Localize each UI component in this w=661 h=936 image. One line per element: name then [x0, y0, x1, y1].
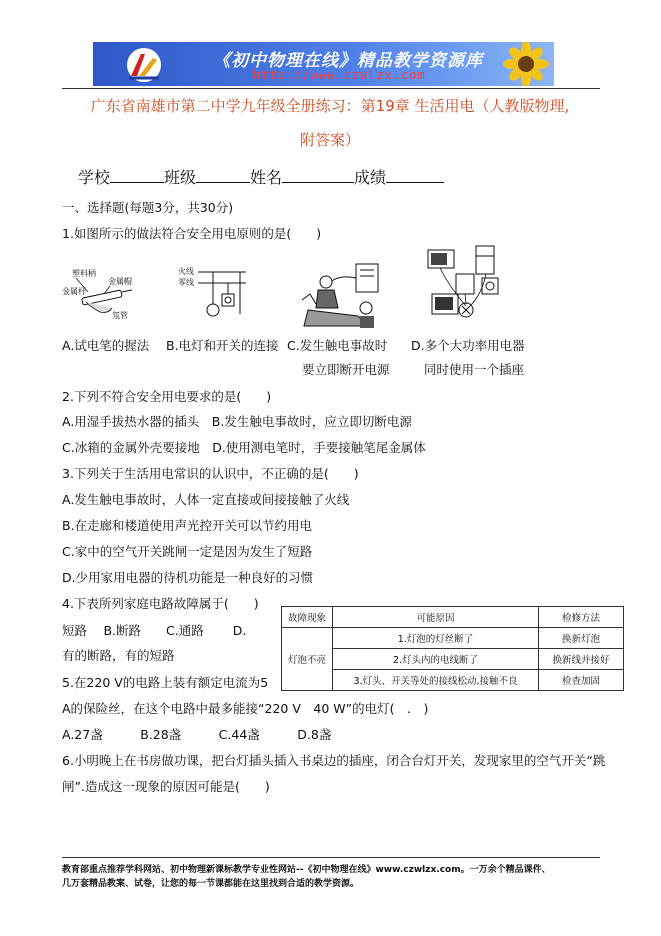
q3-option-d: D.少用家用电器的待机功能是一种良好的习惯 [62, 570, 314, 585]
q6-stem-line1: 6.小明晚上在书房做功课，把台灯插头插入书桌边的插座，闭合台灯开关，发现家里的空气开关“跳 [62, 753, 606, 768]
q1-option-c-cont: 要立即断开电源 [302, 362, 390, 377]
fig-b-label-neutral-wire: 零线 [178, 278, 194, 287]
name-label: 姓名 [250, 168, 283, 187]
electric-shock-scene-icon [298, 260, 382, 330]
fault-fix-cell: 换新线并接好 [539, 649, 624, 670]
fault-table-header: 故障现象 [282, 607, 333, 628]
q5-options: A.27盏 B.28盏 C.44盏 D.8盏 [62, 727, 332, 742]
fig-a-label-metal-rod: 金属杆 [62, 287, 86, 296]
test-pen-icon [62, 268, 142, 326]
q4-options-line2: 有的断路，有的短路 [62, 648, 175, 663]
table-row [282, 628, 624, 649]
fault-table-header: 可能原因 [333, 607, 539, 628]
score-blank[interactable] [386, 168, 444, 183]
q5-stem-line2: A的保险丝，在这个电路中最多能接“220 V 40 W”的电灯( . ) [62, 701, 429, 716]
fault-table-header-row [282, 607, 624, 628]
table-row [282, 649, 624, 670]
class-blank[interactable] [196, 168, 250, 183]
fault-fix-cell: 换新灯泡 [539, 628, 624, 649]
footer-rule [62, 857, 600, 858]
q1-option-a: A.试电笔的握法 [62, 338, 150, 353]
document-title-line2: 附答案） [299, 131, 360, 149]
fig-a-label-plastic-handle: 塑料柄 [72, 269, 96, 278]
q1-option-b: B.电灯和开关的连接 [166, 338, 279, 353]
q4-options-line1: 短路 B.断路 C.通路 D. [62, 623, 247, 638]
document-title-line1: 广东省南雄市第二中学九年级全册练习：第19章 生活用电（人教版物理, [90, 97, 570, 115]
footer-line1: 教育部重点推荐学科网站、初中物理新课标教学专业性网站--《初中物理在线》www.czwlzx.com。一万余个精品课件、 [62, 865, 551, 875]
footer-line2: 几万套精品教案、试卷，让您的每一节课都能在这里找到合适的教学资源。 [62, 879, 360, 889]
fig-a-label-metal-cap: 金属帽 [108, 277, 132, 286]
q2-options-ab: A.用湿手拔热水器的插头 B.发生触电事故时，应立即切断电源 [62, 414, 412, 429]
fig-a-test-pen [62, 268, 142, 326]
fig-a-label-neon-tube: 氖管 [112, 311, 128, 320]
fault-symptom-cell: 灯泡不亮 [282, 628, 333, 691]
q1-option-d: D.多个大功率用电器 [411, 338, 525, 353]
q4-stem: 4.下表所列家庭电路故障属于( ) [62, 596, 259, 611]
fault-cause-cell: 2.灯头内的电线断了 [333, 649, 539, 670]
q1-stem: 1.如图所示的做法符合安全用电原则的是( ) [62, 226, 322, 241]
school-blank[interactable] [110, 168, 164, 183]
fault-table [281, 606, 624, 691]
banner-title: 《初中物理在线》精品教学资源库 [213, 51, 483, 71]
fault-cause-cell: 3.灯头、开关等处的接线松动,接触不良 [333, 670, 539, 691]
fault-cause-cell: 1.灯泡的灯丝断了 [333, 628, 539, 649]
header-banner [93, 42, 554, 86]
name-blank[interactable] [282, 168, 354, 183]
student-info-fields [78, 165, 444, 188]
fault-fix-cell: 检查加固 [539, 670, 624, 691]
table-row [282, 670, 624, 691]
fig-b-label-live-wire: 火线 [178, 267, 194, 276]
q3-option-b: B.在走廊和楼道使用声光控开关可以节约用电 [62, 518, 313, 533]
class-label: 班级 [164, 168, 197, 187]
fault-table-header: 检修方法 [539, 607, 624, 628]
q1-option-c: C.发生触电事故时 [287, 338, 388, 353]
q2-options-cd: C.冰箱的金属外壳要接地 D.使用测电笔时，手要接触笔尾金属体 [62, 440, 426, 455]
q3-option-c: C.家中的空气开关跳闸一定是因为发生了短路 [62, 544, 313, 559]
banner-url[interactable]: http://www.czwlzx.com [253, 68, 426, 82]
q1-option-d-cont: 同时使用一个插座 [424, 362, 525, 377]
appliances-socket-icon [426, 244, 500, 330]
score-label: 成绩 [354, 168, 387, 187]
school-label: 学校 [78, 168, 111, 187]
q2-stem: 2.下列不符合安全用电要求的是( ) [62, 389, 272, 404]
section-heading: 一、选择题(每题3分，共30分) [62, 200, 234, 215]
q3-stem: 3.下列关于生活用电常识的认识中，不正确的是( ) [62, 466, 359, 481]
header-rule [62, 88, 600, 89]
sunflower-icon [498, 42, 554, 86]
site-logo-icon [119, 46, 169, 84]
q5-stem-line1: 5.在220 V的电路上装有额定电流为5 [62, 675, 269, 690]
q3-option-a: A.发生触电事故时，人体一定直接或间接接触了火线 [62, 492, 350, 507]
fig-b-lamp-switch [178, 264, 248, 326]
circuit-icon [178, 264, 248, 326]
q6-stem-line2: 闸”.造成这一现象的原因可能是( ) [62, 779, 270, 794]
